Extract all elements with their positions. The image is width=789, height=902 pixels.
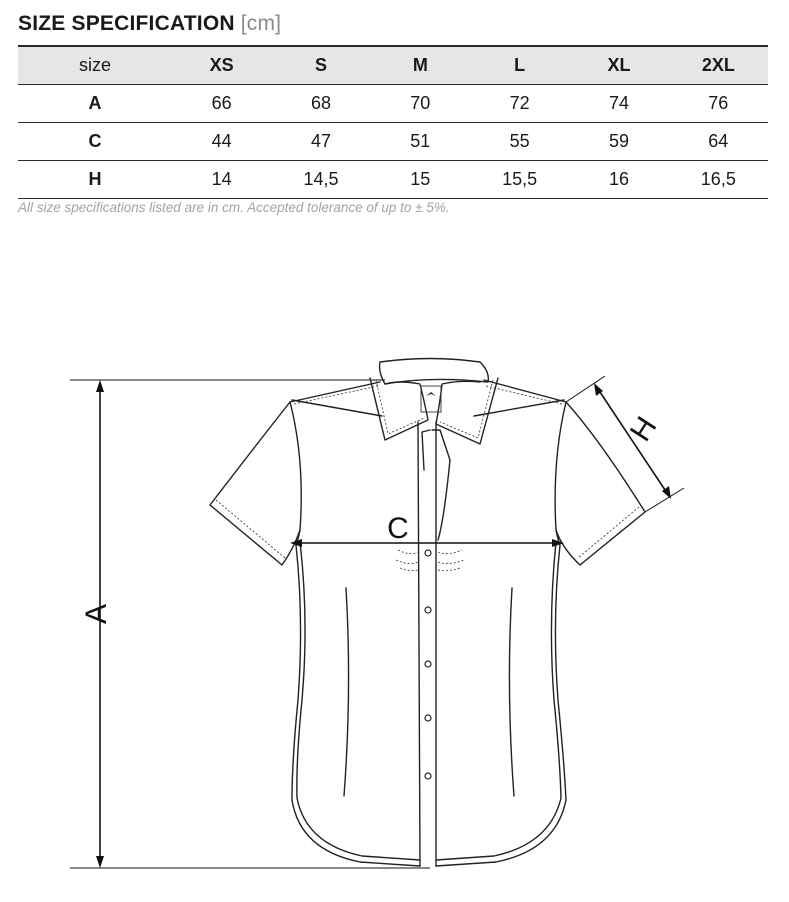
title-unit: [cm] [240,12,282,35]
table-cell: 72 [470,85,569,123]
header-size-xs: XS [172,46,271,85]
header-size-xl: XL [569,46,668,85]
measurement-c-label: C [387,512,409,545]
table-cell: 51 [371,123,470,161]
table-cell: 70 [371,85,470,123]
header-size-s: S [271,46,370,85]
table-cell: 64 [669,123,768,161]
row-label: A [18,85,172,123]
header-size-label: size [18,46,172,85]
table-cell: 59 [569,123,668,161]
table-cell: 47 [271,123,370,161]
table-cell: 15,5 [470,161,569,199]
header-size-2xl: 2XL [669,46,768,85]
table-cell: 74 [569,85,668,123]
table-cell: 14,5 [271,161,370,199]
table-cell: 15 [371,161,470,199]
measurement-c [290,512,564,547]
table-cell: 55 [470,123,569,161]
measurement-h [566,376,684,512]
table-cell: 68 [271,85,370,123]
row-label: H [18,161,172,199]
table-cell: 14 [172,161,271,199]
table-cell: 16,5 [669,161,768,199]
tolerance-note: All size specifications listed are in cm. Accepted tolerance of up to ± 5%. [18,200,450,215]
table-cell: 66 [172,85,271,123]
table-cell: 44 [172,123,271,161]
title-main: SIZE SPECIFICATION [18,12,235,35]
shirt-outline [210,359,645,867]
header-size-l: L [470,46,569,85]
table-cell: 16 [569,161,668,199]
measurement-h-label: H [623,411,664,448]
measurement-a-label: A [79,603,113,625]
row-label: C [18,123,172,161]
table-cell: 76 [669,85,768,123]
header-size-m: M [371,46,470,85]
